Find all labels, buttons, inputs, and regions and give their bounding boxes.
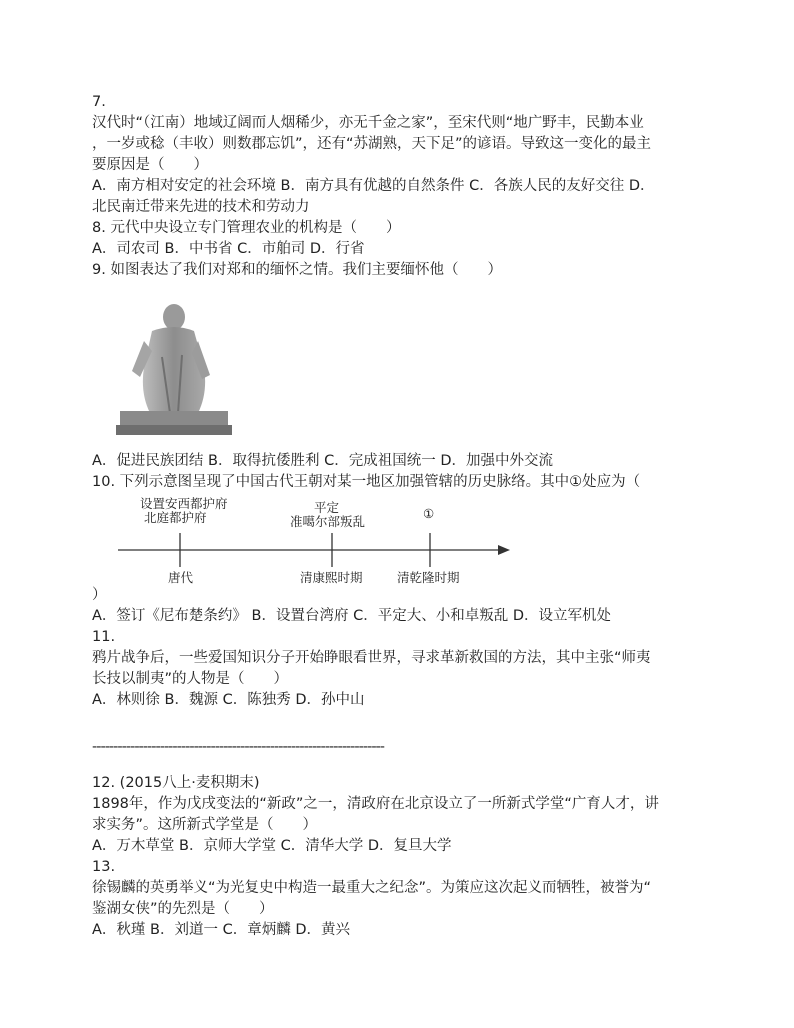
q8-stem: 8. 元代中央设立专门管理农业的机构是（ ）	[92, 220, 401, 236]
question-8	[92, 218, 712, 260]
question-9	[92, 260, 712, 472]
timeline-period-kangxi: 清康熙时期	[300, 570, 363, 585]
timeline-event-2-line-2: 准噶尔部叛乱	[290, 514, 366, 529]
q7-stem-line-2: ，一岁或稔（丰收）则数郡忘饥”，还有“苏湖熟，天下足”的谚语。导致这一变化的最主	[92, 136, 652, 152]
question-13	[92, 857, 712, 941]
q10-stem-close: ）	[92, 587, 107, 603]
zheng-he-statue-image	[112, 297, 232, 437]
timeline-event-2-line-1: 平定	[314, 500, 340, 515]
q12-source: 12. (2015八上·麦积期末)	[92, 774, 260, 791]
timeline-arrow-icon	[498, 545, 510, 555]
q13-number: 13.	[92, 858, 116, 875]
question-11	[92, 627, 712, 711]
q13-options: A．秋瑾 B．刘道一 C．章炳麟 D．黄兴	[92, 921, 350, 938]
timeline-event-1-line-2: 北庭都护府	[144, 510, 207, 525]
history-timeline	[114, 497, 514, 585]
q7-options-line-2: 北民南迁带来先进的技术和劳动力	[92, 199, 310, 215]
timeline-period-qianlong: 清乾隆时期	[397, 570, 460, 585]
q11-stem-line-2: 长技以制夷”的人物是（ ）	[92, 671, 289, 687]
q8-options: A．司农司 B．中书省 C．市舶司 D．行省	[92, 241, 365, 257]
section-separator: ---------------------------------------------------------------------	[92, 739, 385, 755]
exam-page	[92, 92, 712, 941]
q13-stem-line-2: 鉴湖女侠”的先烈是（ ）	[92, 900, 274, 917]
timeline-period-tang: 唐代	[168, 570, 194, 585]
q7-stem-line-3: 要原因是（ ）	[92, 157, 208, 173]
question-7	[92, 92, 712, 218]
q10-stem: 10. 下列示意图呈现了中国古代王朝对某一地区加强管辖的历史脉络。其中①处应为（	[92, 474, 641, 490]
q9-stem: 9. 如图表达了我们对郑和的缅怀之情。我们主要缅怀他（ ）	[92, 262, 502, 278]
timeline-event-1-line-1: 设置安西都护府	[140, 496, 228, 511]
q9-options: A．促进民族团结 B．取得抗倭胜利 C．完成祖国统一 D．加强中外交流	[92, 453, 553, 469]
q12-stem-line-2: 求实务”。这所新式学堂是（ ）	[92, 816, 318, 833]
timeline-event-3-marker: ①	[423, 506, 435, 521]
q11-stem-line-1: 鸦片战争后，一些爱国知识分子开始睁眼看世界，寻求革新救国的方法，其中主张“师夷	[92, 650, 651, 666]
q12-stem-line-1: 1898年，作为戊戌变法的“新政”之一，清政府在北京设立了一所新式学堂“广育人才，讲	[92, 795, 659, 812]
q10-options: A．签订《尼布楚条约》 B．设置台湾府 C．平定大、小和卓叛乱 D．设立军机处	[92, 608, 611, 624]
q11-number: 11.	[92, 629, 116, 645]
q11-options: A．林则徐 B．魏源 C．陈独秀 D．孙中山	[92, 692, 365, 708]
q7-number: 7.	[92, 94, 106, 110]
question-12	[92, 773, 712, 857]
q13-stem-line-1: 徐锡麟的英勇举义“为光复史中构造一最重大之纪念”。为策应这次起义而牺牲，被誉为“	[92, 879, 652, 896]
question-10	[92, 472, 712, 627]
q7-stem-line-1: 汉代时“（江南）地域辽阔而人烟稀少，亦无千金之家”，至宋代则“地广野丰，民勤本业	[92, 115, 644, 131]
q12-options: A．万木草堂 B．京师大学堂 C．清华大学 D．复旦大学	[92, 837, 452, 854]
q7-options-line-1: A．南方相对安定的社会环境 B．南方具有优越的自然条件 C．各族人民的友好交往 D．	[92, 178, 655, 194]
